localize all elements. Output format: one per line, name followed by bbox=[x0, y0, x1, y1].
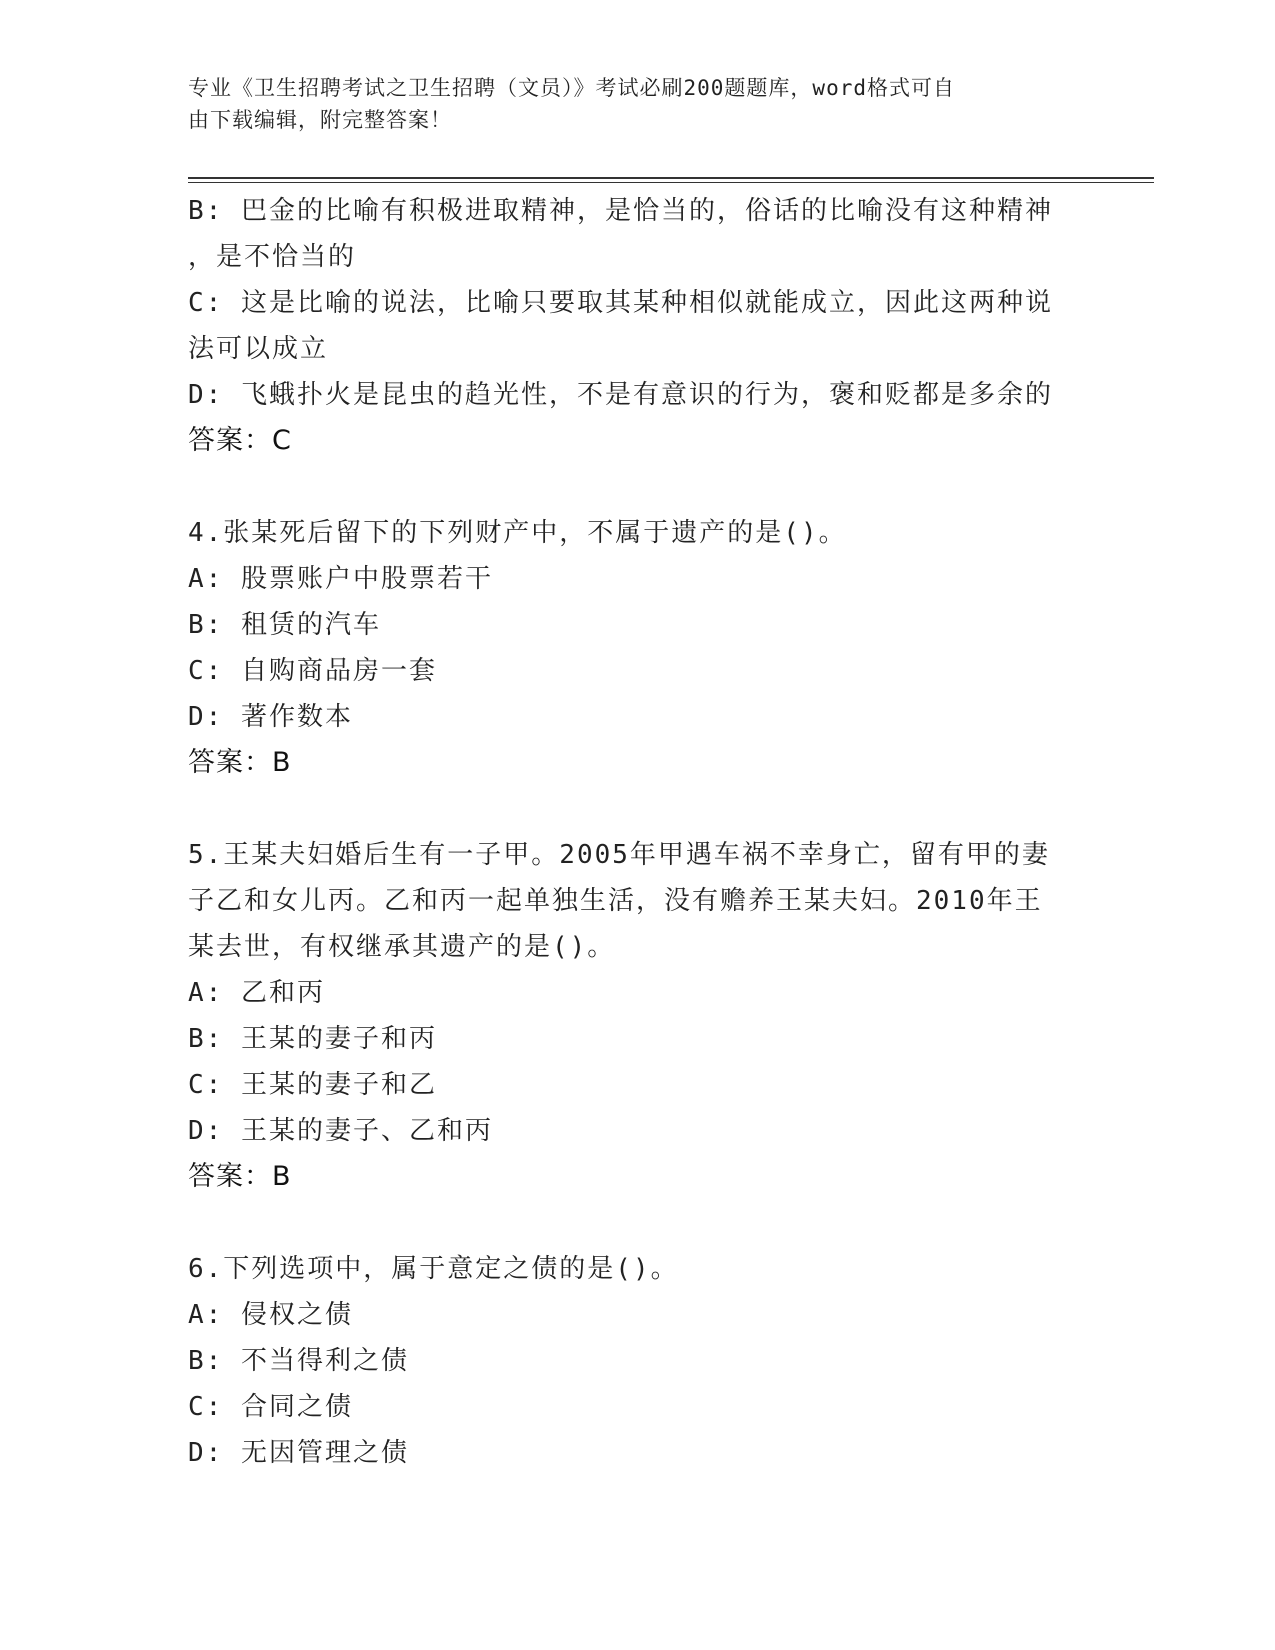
q3-option-c-line-2: 法可以成立 bbox=[188, 334, 329, 364]
q5-option-d: D: 王某的妻子、乙和丙 bbox=[188, 1116, 493, 1146]
header-divider-thin bbox=[188, 182, 1154, 183]
q3-option-d: D: 飞蛾扑火是昆虫的趋光性，不是有意识的行为，褒和贬都是多余的 bbox=[188, 380, 1053, 410]
q3-answer: 答案：C bbox=[188, 425, 292, 456]
spacer bbox=[188, 464, 1088, 510]
q4-option-d: D: 著作数本 bbox=[188, 702, 353, 732]
spacer bbox=[188, 786, 1088, 832]
q6-option-d: D: 无因管理之债 bbox=[188, 1438, 409, 1468]
q4-option-b: B: 租赁的汽车 bbox=[188, 610, 381, 640]
q5-answer: 答案：B bbox=[188, 1161, 292, 1192]
question-5-block bbox=[188, 832, 1088, 1200]
q5-question-line-3: 某去世，有权继承其遗产的是()。 bbox=[188, 932, 616, 962]
q5-question-line-1: 5.王某夫妇婚后生有一子甲。2005年甲遇车祸不幸身亡，留有甲的妻 bbox=[188, 840, 1050, 870]
q4-option-c: C: 自购商品房一套 bbox=[188, 656, 437, 686]
q5-question-line-2: 子乙和女儿丙。乙和丙一起单独生活，没有赡养王某夫妇。2010年王 bbox=[188, 886, 1043, 916]
header-line-2: 由下载编辑，附完整答案！ bbox=[188, 108, 452, 132]
question-6-block bbox=[188, 1246, 1088, 1476]
q3-option-b-line-1: B: 巴金的比喻有积极进取精神，是恰当的，俗话的比喻没有这种精神 bbox=[188, 196, 1053, 226]
q5-option-a: A: 乙和丙 bbox=[188, 978, 325, 1008]
q6-option-b: B: 不当得利之债 bbox=[188, 1346, 409, 1376]
q5-option-b: B: 王某的妻子和丙 bbox=[188, 1024, 437, 1054]
spacer bbox=[188, 1200, 1088, 1246]
question-3-block bbox=[188, 188, 1088, 464]
header-line-1: 专业《卫生招聘考试之卫生招聘（文员）》考试必刷200题题库，word格式可自 bbox=[188, 76, 955, 100]
q3-option-c-line-1: C: 这是比喻的说法，比喻只要取其某种相似就能成立，因此这两种说 bbox=[188, 288, 1053, 318]
page-header bbox=[188, 72, 1068, 136]
q6-question: 6.下列选项中，属于意定之债的是()。 bbox=[188, 1254, 679, 1284]
q6-option-c: C: 合同之债 bbox=[188, 1392, 353, 1422]
q5-option-c: C: 王某的妻子和乙 bbox=[188, 1070, 437, 1100]
q4-option-a: A: 股票账户中股票若干 bbox=[188, 564, 493, 594]
q4-answer: 答案：B bbox=[188, 747, 292, 778]
q3-option-b-line-2: ，是不恰当的 bbox=[188, 242, 357, 272]
question-4-block bbox=[188, 510, 1088, 786]
q6-option-a: A: 侵权之债 bbox=[188, 1300, 353, 1330]
question-content bbox=[188, 188, 1088, 1476]
q4-question: 4.张某死后留下的下列财产中，不属于遗产的是()。 bbox=[188, 518, 847, 548]
header-divider-thick bbox=[188, 177, 1154, 179]
